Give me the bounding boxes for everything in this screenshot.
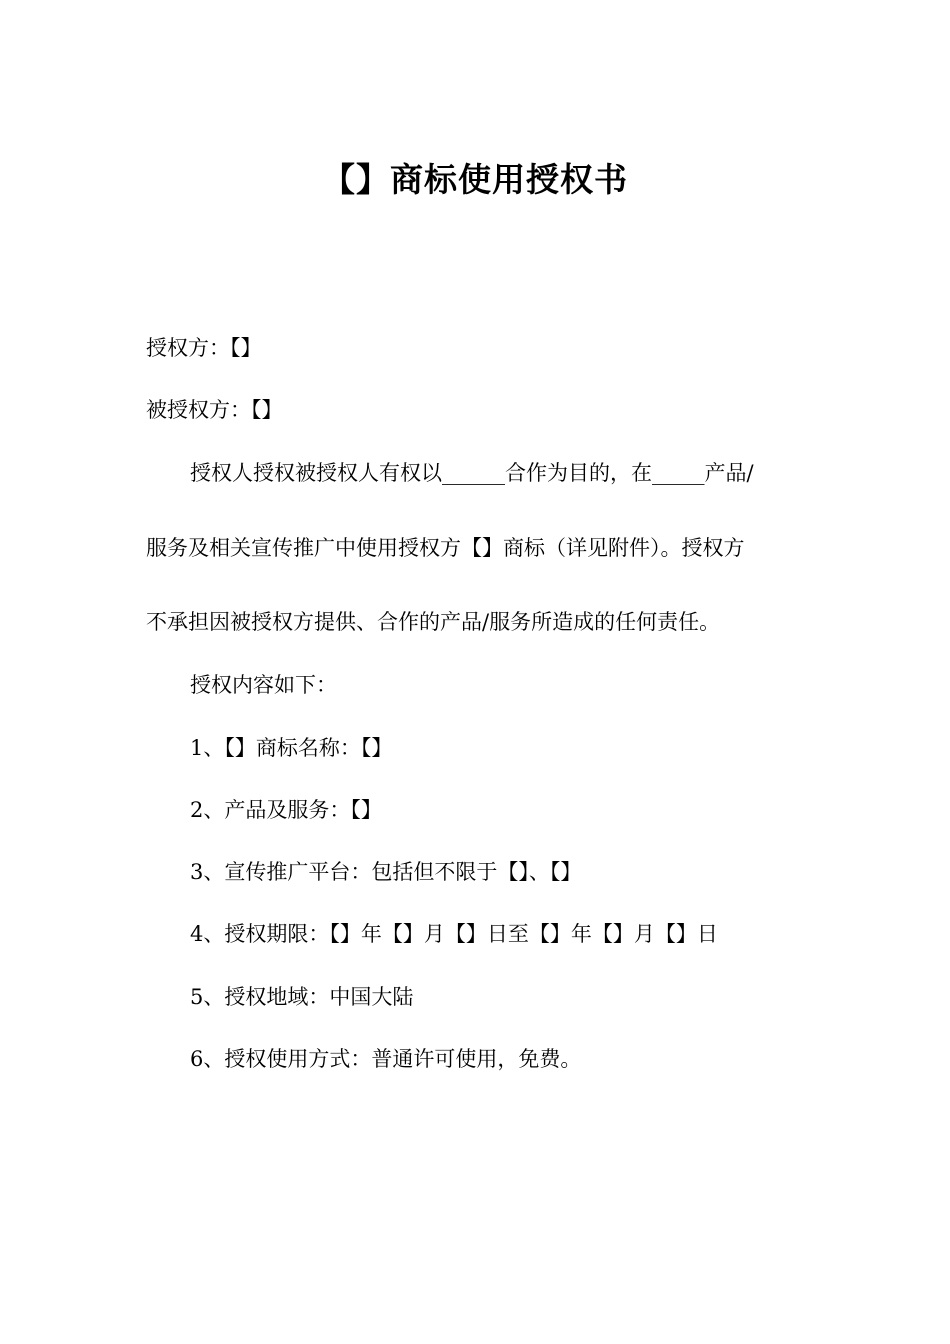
licensor-line: 授权方：【】: [146, 336, 262, 360]
licensee-line: 被授权方：【】: [146, 398, 283, 422]
list-item-authorization-period: 4、授权期限：【】年【】月【】日至【】年【】月【】日: [190, 922, 718, 946]
list-item-territory: 5、授权地域：中国大陆: [190, 985, 414, 1009]
document-title: 【】商标使用授权书: [322, 160, 628, 199]
list-item-promotion-platform: 3、宣传推广平台：包括但不限于【】、【】: [190, 860, 582, 884]
paragraph-line-3: 不承担因被授权方提供、合作的产品/服务所造成的任何责任。: [146, 610, 721, 634]
content-heading: 授权内容如下：: [190, 673, 337, 697]
paragraph-line-1: 授权人授权被授权人有权以______合作为目的，在_____产品/: [190, 461, 754, 485]
paragraph-line-2: 服务及相关宣传推广中使用授权方【】商标（详见附件）。授权方: [146, 536, 745, 560]
list-item-trademark-name: 1、【】商标名称：【】: [190, 736, 393, 760]
list-item-products-services: 2、产品及服务：【】: [190, 798, 382, 822]
list-item-usage-method: 6、授权使用方式：普通许可使用，免费。: [190, 1047, 582, 1071]
